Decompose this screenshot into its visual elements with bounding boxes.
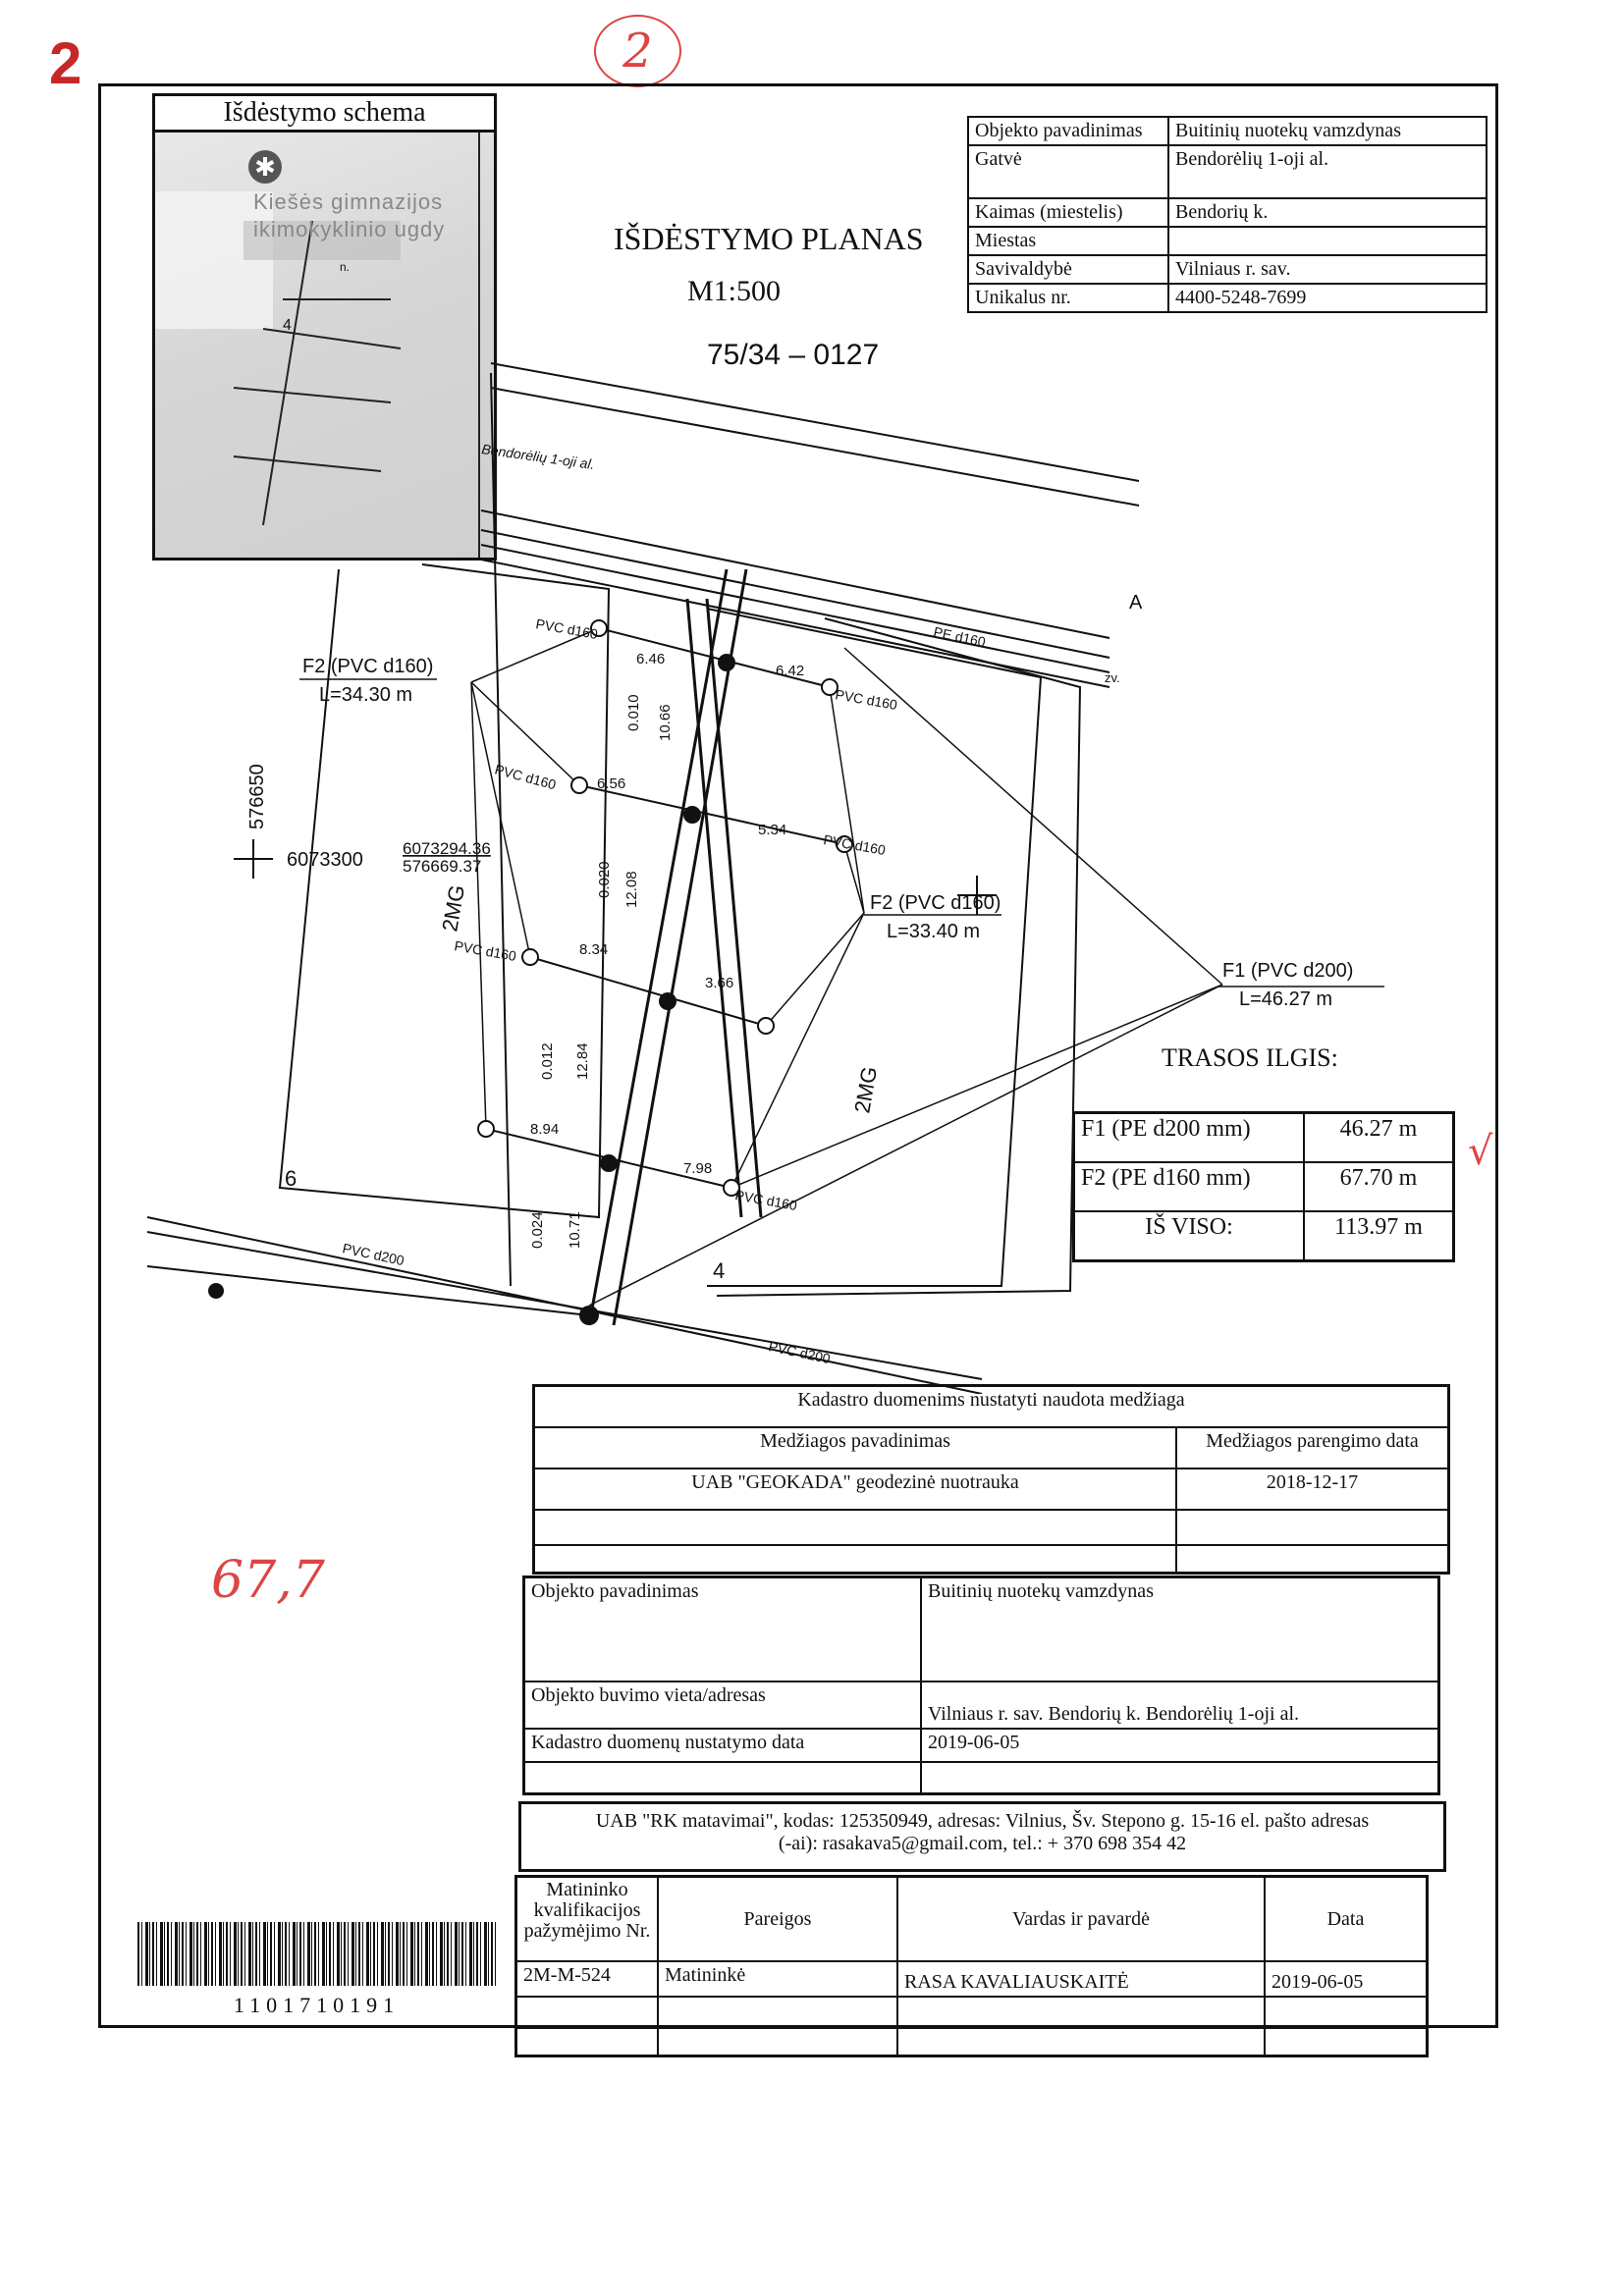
plan-title: IŠDĖSTYMO PLANAS: [614, 221, 924, 256]
barcode-number: 1101710191: [233, 1993, 401, 2017]
pipe-label: PVC d160: [453, 937, 518, 965]
cadastre-empty-row: [534, 1510, 1449, 1545]
route-length-table: [1072, 1111, 1455, 1262]
map-marker-icon: ✱: [248, 150, 282, 184]
profile-value: 10.66: [657, 704, 674, 741]
callout-length: L=33.40 m: [887, 921, 981, 942]
object-info-value: Vilniaus r. sav.: [1168, 255, 1487, 284]
route-length-label: IŠ VISO:: [1074, 1211, 1305, 1261]
parcel-label-4: 4: [713, 1258, 726, 1283]
object-info-value: 4400-5248-7699: [1168, 284, 1487, 312]
signatures-cert: 2M-M-524: [516, 1961, 659, 1997]
object-location-label: Objekto buvimo vieta/adresas: [524, 1682, 922, 1729]
label-2mg-left: 2MG: [437, 882, 470, 934]
route-length-label: F2 (PE d160 mm): [1074, 1162, 1305, 1211]
cadastre-col-date: Medžiagos parengimo data: [1176, 1427, 1449, 1468]
object-info-label: Miestas: [968, 227, 1168, 255]
pipe-label: PVC d160: [493, 761, 559, 793]
label-zv: zv.: [1105, 670, 1120, 685]
label-2mg-right: 2MG: [849, 1064, 883, 1115]
pipe-label: PVC d160: [822, 831, 888, 859]
barcode: [137, 1922, 496, 1986]
profile-value: 12.08: [623, 871, 640, 908]
company-line-2: (-ai): rasakava5@gmail.com, tel.: + 370 698 354 42: [778, 1833, 1187, 1854]
map-label-4: 4: [283, 317, 292, 334]
object-block-empty-row: [524, 1762, 1439, 1794]
coord-y: 576650: [246, 764, 268, 829]
dim-label: 3.66: [705, 975, 734, 991]
cadastre-empty-row: [534, 1545, 1449, 1574]
object-block-row: [524, 1729, 1439, 1762]
cadastre-header: Kadastro duomenims nustatyti naudota medžiaga: [534, 1386, 1449, 1428]
object-name-label: Objekto pavadinimas: [524, 1577, 922, 1682]
route-length-title: TRASOS ILGIS:: [1162, 1043, 1338, 1072]
margin-checkmark: √: [1468, 1129, 1493, 1174]
object-date-label: Kadastro duomenų nustatymo data: [524, 1729, 922, 1762]
point-coord-2: 576669.37: [403, 857, 482, 876]
object-info-label: Objekto pavadinimas: [968, 117, 1168, 145]
pipe-label: PVC d160: [534, 615, 600, 643]
page-number: 2: [49, 30, 82, 96]
pipe-label: PVC d200: [341, 1240, 406, 1269]
object-info-label: Gatvė: [968, 145, 1168, 198]
signatures-table: [514, 1875, 1429, 2057]
object-info-value: Buitinių nuotekų vamzdynas: [1168, 117, 1487, 145]
object-block-table: [522, 1575, 1440, 1795]
circled-page-mark-text: 2: [622, 24, 653, 79]
object-info-value: Bendorėlių 1-oji al.: [1168, 145, 1487, 198]
cadastre-columns-row: [534, 1427, 1449, 1468]
street-label: Bendorėlių 1-oji al.: [480, 441, 596, 473]
callout-length: L=46.27 m: [1239, 988, 1333, 1010]
object-date-value: 2019-06-05: [921, 1729, 1439, 1762]
object-info-label: Unikalus nr.: [968, 284, 1168, 312]
label-a: A: [1129, 592, 1143, 614]
object-block-row: [524, 1682, 1439, 1729]
route-length-value: 113.97 m: [1304, 1211, 1454, 1261]
coord-x: 6073300: [287, 849, 363, 871]
map-text-2: ikimokyklinio ugdy: [253, 217, 446, 241]
callout-name: F2 (PVC d160): [302, 656, 434, 677]
profile-value: 0.012: [539, 1042, 556, 1080]
dim-label: 8.34: [579, 941, 609, 958]
pe-pipe-label: PE d160: [932, 623, 988, 651]
profile-value: 10.71: [567, 1211, 583, 1249]
parcel-number: 75/34 – 0127: [707, 339, 880, 371]
signatures-col-date: Data: [1265, 1877, 1428, 1962]
profile-value: 12.84: [574, 1042, 591, 1080]
profile-value: 0.010: [625, 694, 642, 731]
route-length-row: [1074, 1162, 1454, 1211]
object-location-value: Vilniaus r. sav. Bendorių k. Bendorėlių 1-oji al.: [921, 1682, 1439, 1729]
dim-label: 6.46: [636, 651, 666, 667]
object-info-label: Savivaldybė: [968, 255, 1168, 284]
company-info: [518, 1801, 1446, 1872]
object-block-row: [524, 1577, 1439, 1682]
signatures-position: Matininkė: [658, 1961, 897, 1997]
point-coord-1: 6073294.36: [403, 839, 491, 858]
company-line-1: UAB "RK matavimai", kodas: 125350949, adresas: Vilnius, Šv. Stepono g. 15-16 el. pašto adresas: [595, 1810, 1370, 1832]
object-name-value: Buitinių nuotekų vamzdynas: [921, 1577, 1439, 1682]
pipe-label: PVC d200: [767, 1338, 833, 1367]
dim-label: 6.56: [597, 775, 626, 792]
map-label-n: n.: [340, 260, 351, 274]
signatures-empty-row: [516, 1997, 1428, 2028]
signatures-col-position: Pareigos: [658, 1877, 897, 1962]
cadastre-col-material: Medžiagos pavadinimas: [534, 1427, 1177, 1468]
map-text-1: Kiešės gimnazijos: [253, 189, 444, 214]
cadastre-material: UAB "GEOKADA" geodezinė nuotrauka: [534, 1468, 1177, 1510]
dim-label: 6.42: [776, 663, 805, 679]
callout-length: L=34.30 m: [319, 684, 413, 706]
profile-value: 0.024: [529, 1211, 546, 1249]
route-length-label: F1 (PE d200 mm): [1074, 1113, 1305, 1163]
plan-scale: M1:500: [687, 275, 782, 307]
profile-value: 0.020: [596, 861, 613, 898]
route-length-row: [1074, 1113, 1454, 1163]
cadastre-material-table: [532, 1384, 1450, 1575]
signatures-name: RASA KAVALIAUSKAITĖ: [897, 1961, 1265, 1997]
layout-scheme-title: Išdėstymo schema: [155, 96, 494, 133]
cadastre-header-row: [534, 1386, 1449, 1428]
cadastre-material-date: 2018-12-17: [1176, 1468, 1449, 1510]
margin-note: 67,7: [211, 1551, 325, 1610]
cadastre-data-row: [534, 1468, 1449, 1510]
pipe-label: PVC d160: [834, 686, 899, 714]
signatures-date: 2019-06-05: [1265, 1961, 1428, 1997]
signatures-empty-row: [516, 2028, 1428, 2056]
dim-label: 8.94: [530, 1121, 560, 1138]
object-info-label: Kaimas (miestelis): [968, 198, 1168, 227]
signatures-header-row: [516, 1877, 1428, 1962]
callout-name: F2 (PVC d160): [870, 892, 1001, 914]
pipe-label: PVC d160: [733, 1187, 799, 1214]
dim-label: 5.34: [758, 822, 787, 838]
callout-name: F1 (PVC d200): [1222, 960, 1354, 982]
signatures-data-row: [516, 1961, 1428, 1997]
dim-label: 7.98: [683, 1160, 713, 1177]
route-length-value: 46.27 m: [1304, 1113, 1454, 1163]
object-info-value: Bendorių k.: [1168, 198, 1487, 227]
route-length-value: 67.70 m: [1304, 1162, 1454, 1211]
route-length-row: [1074, 1211, 1454, 1261]
signatures-col-name: Vardas ir pavardė: [897, 1877, 1265, 1962]
signatures-col-cert: Matininko kvalifikacijos pažymėjimo Nr.: [516, 1877, 659, 1962]
parcel-label-6: 6: [285, 1166, 298, 1191]
